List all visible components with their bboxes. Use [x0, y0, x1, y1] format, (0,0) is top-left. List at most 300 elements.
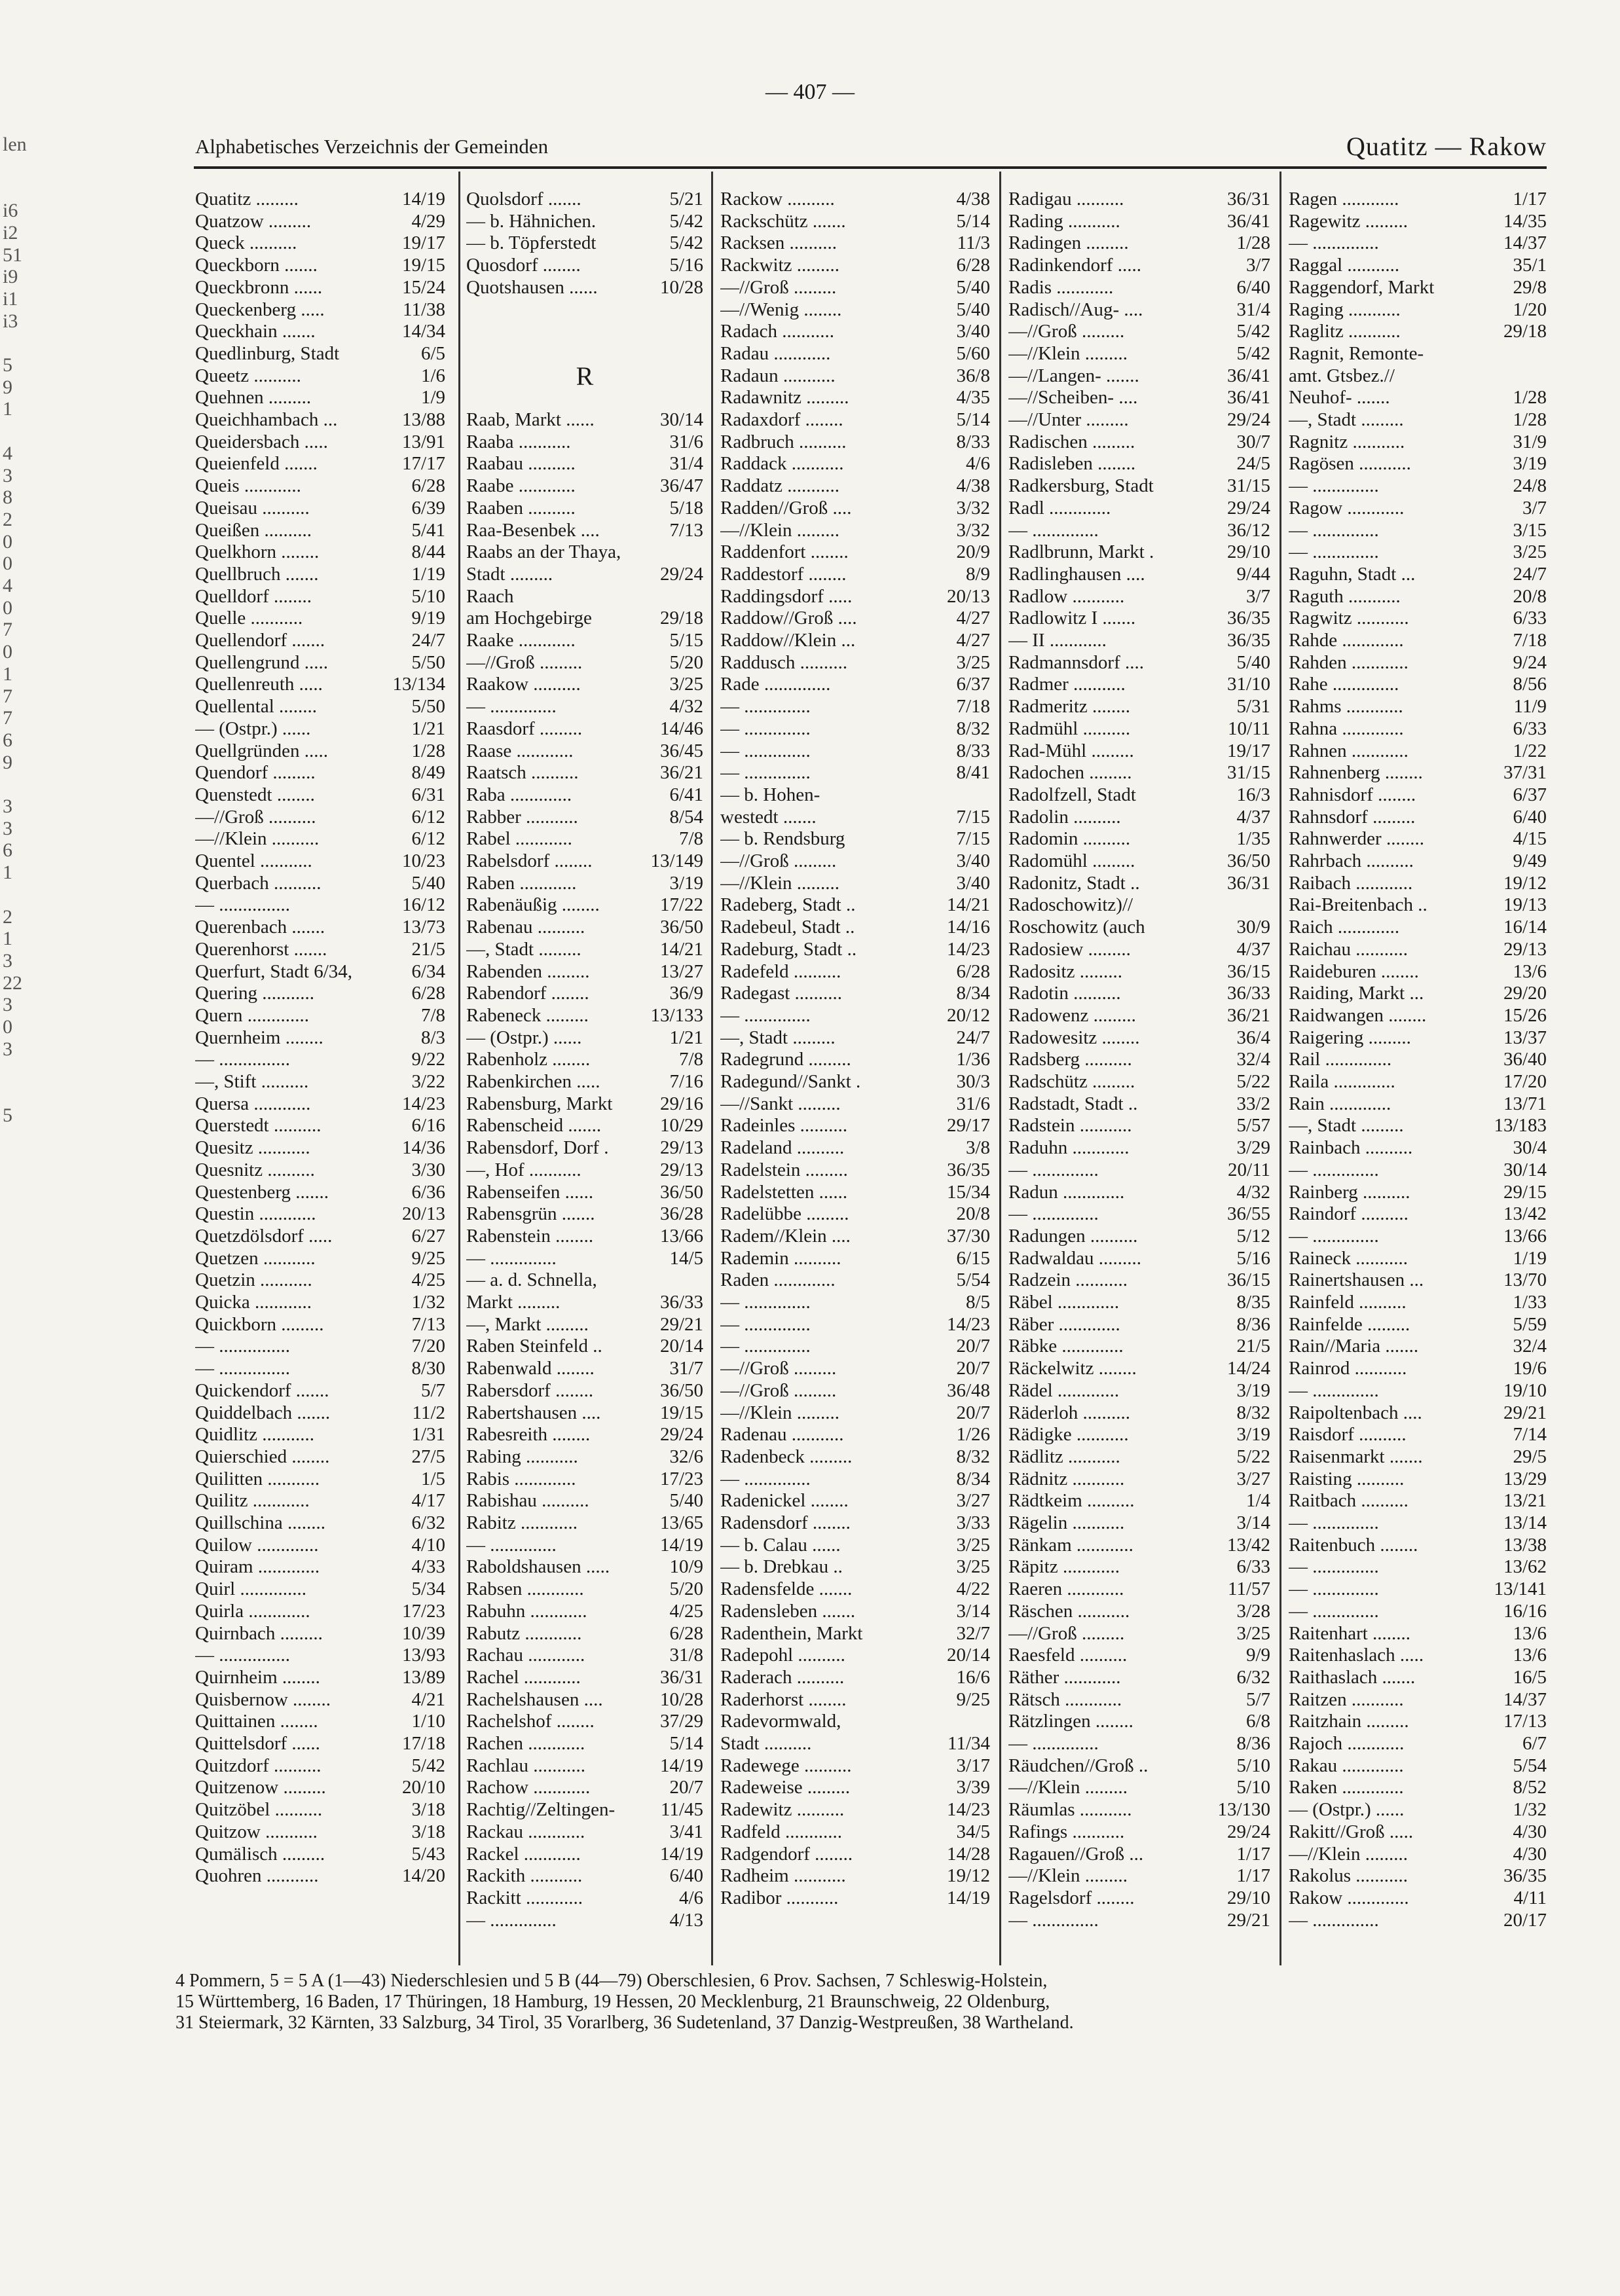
place-name: — .............. [1289, 1159, 1379, 1180]
place-name: Rabutz ............ [466, 1622, 582, 1644]
place-name: Rachel ............ [466, 1666, 581, 1688]
map-reference: 8/36 [1236, 1313, 1270, 1335]
index-entry [466, 1226, 703, 1247]
index-entry [1008, 1292, 1270, 1313]
index-entry [1289, 1468, 1547, 1490]
index-entry [1289, 1689, 1547, 1711]
index-entry [466, 1292, 703, 1313]
margin-fragment: 0 [3, 553, 12, 575]
map-reference: 5/22 [1236, 1071, 1270, 1092]
place-name: —//Unter ......... [1008, 409, 1129, 430]
place-name: —//Klein ......... [1008, 342, 1128, 364]
place-name: Ragen ............ [1289, 189, 1399, 210]
index-entry [720, 850, 990, 872]
place-name: Ragwitz ........... [1289, 608, 1409, 629]
index-entry [195, 939, 445, 960]
map-reference: 13/38 [1503, 1534, 1547, 1556]
index-entry [466, 1887, 703, 1909]
index-entry [195, 1865, 445, 1887]
index-entry [1008, 1645, 1270, 1666]
place-name: Raging ........... [1289, 299, 1401, 320]
index-entry [466, 1027, 703, 1049]
index-entry [466, 1799, 703, 1821]
map-reference: 36/9 [669, 983, 703, 1004]
map-reference: 6/27 [411, 1225, 445, 1247]
place-name: Raitenhaslach ..... [1289, 1645, 1424, 1666]
index-entry [466, 541, 703, 563]
place-name: — .............. [720, 696, 811, 718]
place-name: Raddestorf ........ [720, 563, 847, 585]
index-entry [1008, 1071, 1270, 1093]
map-reference: 4/25 [669, 1600, 703, 1622]
index-entry [1289, 1402, 1547, 1424]
index-entry [1008, 1535, 1270, 1556]
index-entry [1289, 961, 1547, 983]
index-entry [1008, 961, 1270, 983]
map-reference: 3/27 [1236, 1468, 1270, 1489]
map-reference: 20/17 [1503, 1909, 1547, 1931]
index-entry [1008, 431, 1270, 453]
index-entry [466, 520, 703, 541]
place-name: Räudchen//Groß .. [1008, 1755, 1149, 1776]
index-entry [466, 1071, 703, 1093]
map-reference: 29/18 [659, 608, 703, 629]
map-reference: 17/23 [659, 1468, 703, 1489]
index-entry [1008, 1578, 1270, 1600]
place-name: Radigau .......... [1008, 189, 1124, 210]
map-reference: 5/50 [411, 651, 445, 673]
place-name: Rabuhn ............ [466, 1600, 587, 1622]
place-name: Quatitz ......... [195, 189, 299, 210]
margin-fragment: 0 [3, 641, 12, 663]
place-name: Radowesitz ........ [1008, 1027, 1140, 1048]
index-entry [1289, 1623, 1547, 1645]
margin-fragment: 1 [3, 862, 12, 884]
map-reference: 30/3 [956, 1071, 990, 1092]
index-entry [720, 740, 990, 762]
map-reference: 31/8 [669, 1645, 703, 1666]
place-name: —//Groß ......... [1008, 1622, 1125, 1644]
map-reference: 5/57 [1236, 1115, 1270, 1137]
margin-fragment: 8 [3, 486, 12, 509]
map-reference: 29/13 [659, 1159, 703, 1180]
index-entry [1289, 1115, 1547, 1137]
map-reference: 32/4 [1513, 1336, 1547, 1357]
place-name: Quelkhorn ........ [195, 541, 320, 563]
place-name: Quesitz ........... [195, 1137, 310, 1159]
map-reference: 3/25 [956, 1534, 990, 1556]
index-entry [1008, 387, 1270, 409]
index-entry [195, 541, 445, 563]
map-reference: 36/15 [1226, 1269, 1270, 1291]
map-reference: 14/35 [1503, 210, 1547, 232]
place-name: Radmannsdorf .... [1008, 651, 1144, 673]
index-entry [466, 1182, 703, 1203]
map-reference: 8/34 [956, 983, 990, 1004]
index-entry [195, 961, 445, 983]
index-entry [720, 1159, 990, 1181]
place-name: Rackwitz ......... [720, 255, 840, 276]
place-name: Questin ............ [195, 1203, 316, 1225]
map-reference: 20/14 [659, 1336, 703, 1357]
index-entry [466, 475, 703, 497]
map-reference: 32/7 [956, 1622, 990, 1644]
index-entry [195, 1711, 445, 1732]
place-name: Raken ............. [1289, 1777, 1404, 1798]
map-reference: 1/19 [1513, 1247, 1547, 1269]
map-reference: 5/34 [411, 1578, 445, 1600]
index-entry [1008, 1380, 1270, 1402]
index-entry [1289, 696, 1547, 718]
index-entry [720, 1667, 990, 1688]
index-entry [466, 189, 703, 210]
map-reference: 36/35 [1503, 1865, 1547, 1887]
map-reference: 4/27 [956, 630, 990, 651]
map-reference: 5/12 [1236, 1225, 1270, 1247]
place-name: —//Groß ......... [720, 276, 837, 298]
map-reference: 17/23 [401, 1600, 445, 1622]
place-name: Rajoch ............ [1289, 1733, 1405, 1754]
place-name: Radun ............. [1008, 1181, 1125, 1203]
map-reference: 6/37 [1513, 784, 1547, 805]
map-reference: 3/25 [1236, 1622, 1270, 1644]
margin-fragment: 4 [3, 575, 12, 596]
index-entry [1008, 1556, 1270, 1578]
map-reference: 1/28 [1513, 387, 1547, 409]
place-name: Raguhn, Stadt ... [1289, 563, 1416, 585]
index-entry [720, 431, 990, 453]
margin-fragment: i1 [3, 287, 18, 310]
map-reference: 5/14 [956, 210, 990, 232]
place-name: Raddow//Klein ... [720, 630, 856, 651]
index-entry [720, 1203, 990, 1225]
index-entry [1289, 498, 1547, 519]
index-entry [195, 475, 445, 497]
map-reference: 30/7 [1236, 431, 1270, 452]
place-name: amt. Gtsbez.// [1289, 365, 1395, 386]
index-entry [466, 873, 703, 894]
map-reference: 16/12 [401, 894, 445, 916]
map-reference: 36/15 [1226, 960, 1270, 982]
index-entry [720, 1490, 990, 1512]
map-reference: 1/6 [420, 365, 445, 386]
map-reference: 37/31 [1503, 762, 1547, 784]
index-entry [1008, 762, 1270, 784]
margin-fragment: 9 [3, 751, 12, 773]
place-name: Raitzhain ......... [1289, 1711, 1409, 1732]
place-name: —//Klein ......... [1289, 1843, 1408, 1865]
index-entry [720, 387, 990, 409]
index-entry [1289, 409, 1547, 431]
place-name: Stadt .......... [720, 1733, 812, 1754]
place-name: Räderloh .......... [1008, 1402, 1131, 1423]
index-entry [195, 1115, 445, 1137]
index-entry [466, 828, 703, 850]
index-entry [1289, 232, 1547, 254]
map-reference: 4/37 [1236, 938, 1270, 960]
map-reference: 17/17 [401, 453, 445, 475]
place-name: Räther ............ [1008, 1666, 1121, 1688]
map-reference: 10/29 [659, 1115, 703, 1137]
margin-fragment: 51 [3, 244, 22, 266]
place-name: —//Klein ......... [720, 519, 840, 541]
index-entry [1289, 1667, 1547, 1688]
index-entry [1289, 1512, 1547, 1534]
map-reference: 4/33 [411, 1556, 445, 1578]
map-reference: 36/47 [659, 475, 703, 497]
map-reference: 5/7 [1245, 1688, 1270, 1710]
index-entry [195, 520, 445, 541]
place-name: Räpitz ............ [1008, 1556, 1120, 1578]
map-reference: 27/5 [411, 1446, 445, 1467]
margin-fragment: 1 [3, 398, 12, 420]
index-entry [1289, 1910, 1547, 1931]
index-entry [466, 498, 703, 519]
index-entry [1008, 1446, 1270, 1468]
index-entry [466, 1402, 703, 1424]
index-entry [720, 1292, 990, 1313]
map-reference: 7/13 [669, 519, 703, 541]
place-name: Radegund//Sankt . [720, 1071, 861, 1092]
map-reference: 9/25 [411, 1247, 445, 1269]
map-reference: 36/4 [1236, 1027, 1270, 1048]
map-reference: 5/50 [411, 696, 445, 718]
map-reference: 3/25 [669, 674, 703, 695]
place-name: Rabenstein ........ [466, 1225, 594, 1247]
index-entry [195, 1689, 445, 1711]
index-entry [1289, 762, 1547, 784]
map-reference: 13/37 [1503, 1027, 1547, 1048]
place-name: Neuhof- ....... [1289, 387, 1390, 409]
index-entry [720, 762, 990, 784]
index-entry [720, 255, 990, 276]
map-reference: 3/14 [956, 1600, 990, 1622]
place-name: Raasdorf ......... [466, 718, 583, 739]
place-name: Raitzen ........... [1289, 1688, 1404, 1710]
index-entry [1289, 1733, 1547, 1755]
index-entry [466, 299, 703, 321]
place-name: Radawnitz ......... [720, 387, 849, 409]
place-name: Quelldorf ........ [195, 585, 312, 607]
index-entry [720, 211, 990, 232]
place-name: — .............. [720, 1004, 811, 1026]
map-reference: 8/52 [1513, 1777, 1547, 1798]
map-reference: 20/7 [956, 1336, 990, 1357]
index-entry [720, 1535, 990, 1556]
place-name: Raideburen ........ [1289, 960, 1419, 982]
place-name: — .............. [466, 1247, 557, 1269]
place-name: Quellbruch ....... [195, 563, 319, 585]
index-entry [1289, 1358, 1547, 1379]
map-reference: 6/33 [1236, 1556, 1270, 1578]
place-name: Quern ............. [195, 1004, 309, 1026]
place-name: Raggal ........... [1289, 255, 1400, 276]
place-name: Quelle ........... [195, 608, 303, 629]
map-reference: 1/31 [411, 1424, 445, 1446]
map-reference: 9/22 [411, 1049, 445, 1070]
place-name: Rabenäußig ........ [466, 894, 600, 916]
map-reference: 4/35 [956, 387, 990, 409]
index-entry [195, 1535, 445, 1556]
map-reference: 31/6 [669, 431, 703, 452]
index-entry [195, 807, 445, 828]
map-reference: 4/29 [411, 210, 445, 232]
map-reference: 13/14 [1503, 1512, 1547, 1533]
index-entry [195, 1844, 445, 1865]
index-entry [1289, 894, 1547, 916]
place-name: —//Klein ......... [720, 1402, 840, 1423]
index-entry [1008, 1821, 1270, 1843]
map-reference: 6/41 [669, 784, 703, 805]
index-entry [466, 740, 703, 762]
map-reference: 14/34 [401, 321, 445, 342]
index-entry [1008, 498, 1270, 519]
map-reference: 3/15 [1513, 519, 1547, 541]
map-reference: 8/33 [956, 431, 990, 452]
place-name: Ragauen//Groß ... [1008, 1843, 1144, 1865]
place-name: Raake ............ [466, 630, 576, 651]
map-reference: 5/40 [669, 1490, 703, 1512]
map-reference: 29/13 [659, 1137, 703, 1159]
place-name: — .............. [466, 1909, 557, 1931]
index-entry [1008, 718, 1270, 740]
index-entry [720, 475, 990, 497]
place-name: Raichau ........... [1289, 938, 1408, 960]
index-entry [1008, 1799, 1270, 1821]
place-name: Radensleben ....... [720, 1600, 856, 1622]
index-entry [195, 299, 445, 321]
index-entry [1289, 1711, 1547, 1732]
index-entry [195, 1248, 445, 1269]
map-reference: 6/34 [411, 960, 445, 982]
map-reference: 4/15 [1513, 828, 1547, 850]
index-entry [1289, 608, 1547, 629]
index-entry [1008, 1777, 1270, 1798]
index-entry [195, 1269, 445, 1291]
index-entry [1008, 939, 1270, 960]
map-reference: 5/40 [1236, 651, 1270, 673]
index-entry [466, 211, 703, 232]
map-reference: 5/54 [1513, 1755, 1547, 1776]
margin-fragment: 0 [3, 1016, 12, 1038]
map-reference: 4/13 [669, 1909, 703, 1931]
place-name: Quitzöbel .......... [195, 1799, 323, 1821]
index-entry [195, 1799, 445, 1821]
map-reference: 30/4 [1513, 1137, 1547, 1159]
map-reference: 29/21 [1226, 1909, 1270, 1931]
place-name: — b. Töpferstedt [466, 232, 597, 254]
place-name: — b. Hähnichen. [466, 210, 597, 232]
map-reference: 6/16 [411, 1115, 445, 1137]
place-name: Radischen ......... [1008, 431, 1135, 452]
map-reference: 14/5 [669, 1247, 703, 1269]
place-name: Raben ............ [466, 872, 577, 894]
map-reference: 37/30 [946, 1225, 990, 1247]
map-reference: 6/7 [1522, 1733, 1547, 1754]
place-name: Räumlas ........... [1008, 1799, 1132, 1821]
place-name: — .............. [720, 1292, 811, 1313]
map-reference: 36/41 [1226, 387, 1270, 409]
place-name: Radstadt, Stadt .. [1008, 1093, 1138, 1114]
index-entry [1008, 1733, 1270, 1755]
map-reference: 3/40 [956, 850, 990, 871]
place-name: Quellgründen ..... [195, 740, 328, 761]
map-reference: 13/71 [1503, 1093, 1547, 1114]
index-entry [720, 343, 990, 365]
map-reference: 3/7 [1245, 255, 1270, 276]
map-reference: 6/39 [411, 497, 445, 519]
place-name: Radheim ........... [720, 1865, 846, 1887]
index-entry [195, 1292, 445, 1313]
place-name: —//Groß ......... [720, 850, 837, 871]
place-name: Rahnenberg ........ [1289, 762, 1423, 784]
place-name: Raggendorf, Markt [1289, 276, 1435, 298]
index-entry [195, 1027, 445, 1049]
place-name: Quiram ............. [195, 1556, 320, 1578]
map-reference: 8/33 [956, 740, 990, 761]
index-entry [1289, 1535, 1547, 1556]
map-reference: 24/7 [956, 1027, 990, 1048]
index-entry [466, 939, 703, 960]
place-name: Räbke ............. [1008, 1336, 1124, 1357]
place-name: Rackau ............ [466, 1821, 585, 1842]
index-entry [720, 652, 990, 674]
place-name: Radowenz ......... [1008, 1004, 1136, 1026]
map-reference: 5/54 [956, 1269, 990, 1291]
place-name: Rakitt//Groß ..... [1289, 1821, 1414, 1842]
index-entry [1008, 1203, 1270, 1225]
index-entry [720, 807, 990, 828]
index-entry [1289, 807, 1547, 828]
map-reference: 5/42 [669, 210, 703, 232]
map-reference: 3/17 [956, 1755, 990, 1776]
place-name: Queck .......... [195, 232, 297, 254]
map-reference: 14/37 [1503, 232, 1547, 254]
place-name: Quetzdölsdorf ..... [195, 1225, 333, 1247]
place-name: Rail .............. [1289, 1049, 1392, 1070]
place-name: — .............. [466, 1534, 557, 1556]
map-reference: 10/11 [1228, 718, 1270, 739]
map-reference: 10/28 [659, 276, 703, 298]
map-reference: 20/7 [956, 1402, 990, 1423]
place-name: Radevormwald, [720, 1711, 841, 1732]
place-name: Quosdorf ........ [466, 255, 581, 276]
margin-fragment: i3 [3, 310, 18, 332]
index-entry [1008, 894, 1270, 916]
index-entry [720, 1733, 990, 1755]
index-entry [720, 873, 990, 894]
map-reference: 5/40 [956, 299, 990, 320]
place-name: —, Stadt ......... [466, 938, 581, 960]
column-rule [1279, 172, 1281, 1965]
margin-fragment: 1 [3, 663, 12, 685]
place-name: Ragelsdorf ........ [1008, 1887, 1135, 1908]
place-name: — .............. [1008, 1733, 1099, 1754]
map-reference: 5/21 [669, 189, 703, 210]
map-reference: 31/6 [956, 1093, 990, 1114]
place-name: — b. Drebkau .. [720, 1556, 843, 1578]
map-reference: 1/17 [1236, 1843, 1270, 1865]
index-entry [195, 740, 445, 762]
place-name: Räber ............. [1008, 1313, 1120, 1335]
place-name: Raabs an der Thaya, [466, 541, 621, 563]
index-entry [1289, 1093, 1547, 1115]
index-entry [466, 1689, 703, 1711]
footnote-line: 31 Steiermark, 32 Kärnten, 33 Salzburg, 34 Tirol, 35 Vorarlberg, 36 Sudetenland, 37 Danzig-Westpreußen, 38 Wartheland. [175, 2013, 1074, 2033]
place-name: Raach [466, 585, 514, 607]
map-reference: 8/54 [669, 806, 703, 828]
index-entry [720, 299, 990, 321]
